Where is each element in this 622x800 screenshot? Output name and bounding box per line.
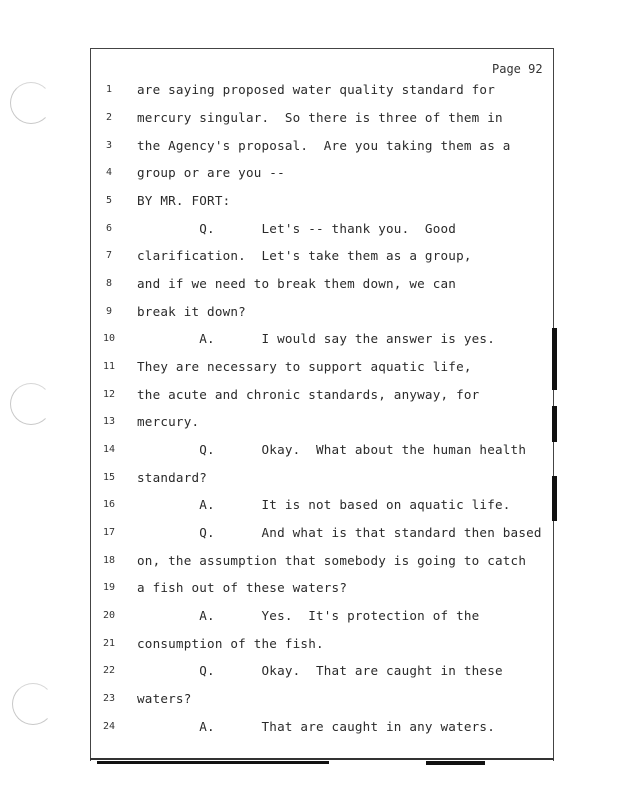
line-number: 5 bbox=[105, 195, 113, 206]
line-number: 9 bbox=[105, 306, 113, 317]
transcript-line bbox=[0, 414, 622, 436]
line-number: 16 bbox=[102, 499, 116, 510]
line-text: BY MR. FORT: bbox=[137, 193, 231, 208]
transcript-line bbox=[0, 138, 622, 160]
line-number: 8 bbox=[105, 278, 113, 289]
line-number: 15 bbox=[102, 472, 116, 483]
transcript-line bbox=[0, 248, 622, 270]
scan-bar-left bbox=[97, 761, 329, 764]
line-number: 17 bbox=[102, 527, 116, 538]
line-text: and if we need to break them down, we can bbox=[137, 276, 457, 291]
line-number: 19 bbox=[102, 582, 116, 593]
line-text: the acute and chronic standards, anyway, for bbox=[137, 387, 480, 402]
line-number: 22 bbox=[102, 665, 116, 676]
line-text: Q. Okay. What about the human health bbox=[137, 442, 527, 457]
transcript-line bbox=[0, 636, 622, 658]
transcript-line bbox=[0, 221, 622, 243]
transcript-line bbox=[0, 719, 622, 741]
transcript-line bbox=[0, 553, 622, 575]
transcript-line bbox=[0, 580, 622, 602]
line-number: 10 bbox=[102, 333, 116, 344]
transcript-line bbox=[0, 470, 622, 492]
transcript-line bbox=[0, 525, 622, 547]
transcript-line bbox=[0, 193, 622, 215]
line-text: A. That are caught in any waters. bbox=[137, 719, 495, 734]
transcript-line bbox=[0, 497, 622, 519]
line-text: A. I would say the answer is yes. bbox=[137, 331, 495, 346]
transcript-line bbox=[0, 165, 622, 187]
transcript-line bbox=[0, 110, 622, 132]
page-number: Page 92 bbox=[492, 62, 543, 76]
transcript-line bbox=[0, 442, 622, 464]
line-number: 20 bbox=[102, 610, 116, 621]
line-text: standard? bbox=[137, 470, 208, 485]
line-text: on, the assumption that somebody is going to catch bbox=[137, 553, 527, 568]
line-text: mercury. bbox=[137, 414, 200, 429]
transcript-line bbox=[0, 663, 622, 685]
transcript-line bbox=[0, 608, 622, 630]
transcript-line bbox=[0, 276, 622, 298]
line-number: 12 bbox=[102, 389, 116, 400]
line-number: 21 bbox=[102, 638, 116, 649]
line-text: Q. Let's -- thank you. Good bbox=[137, 221, 457, 236]
line-text: clarification. Let's take them as a group, bbox=[137, 248, 472, 263]
line-number: 2 bbox=[105, 112, 113, 123]
transcript-line bbox=[0, 304, 622, 326]
line-number: 3 bbox=[105, 140, 113, 151]
line-text: Q. Okay. That are caught in these bbox=[137, 663, 503, 678]
scan-bar-right bbox=[426, 761, 485, 765]
line-text: break it down? bbox=[137, 304, 246, 319]
frame-bottom-border bbox=[90, 758, 554, 760]
line-text: are saying proposed water quality standard for bbox=[137, 82, 495, 97]
line-text: Q. And what is that standard then based bbox=[137, 525, 542, 540]
line-text: mercury singular. So there is three of them in bbox=[137, 110, 503, 125]
line-number: 23 bbox=[102, 693, 116, 704]
transcript-line bbox=[0, 82, 622, 104]
line-number: 14 bbox=[102, 444, 116, 455]
line-text: the Agency's proposal. Are you taking them as a bbox=[137, 138, 511, 153]
line-number: 13 bbox=[102, 416, 116, 427]
transcript-line bbox=[0, 331, 622, 353]
line-text: A. It is not based on aquatic life. bbox=[137, 497, 511, 512]
line-number: 1 bbox=[105, 84, 113, 95]
line-number: 11 bbox=[102, 361, 116, 372]
line-text: waters? bbox=[137, 691, 192, 706]
line-text: group or are you -- bbox=[137, 165, 285, 180]
line-text: a fish out of these waters? bbox=[137, 580, 348, 595]
line-number: 6 bbox=[105, 223, 113, 234]
transcript-line bbox=[0, 359, 622, 381]
line-text: consumption of the fish. bbox=[137, 636, 324, 651]
line-text: A. Yes. It's protection of the bbox=[137, 608, 480, 623]
line-text: They are necessary to support aquatic life, bbox=[137, 359, 472, 374]
transcript-line bbox=[0, 387, 622, 409]
line-number: 24 bbox=[102, 721, 116, 732]
line-number: 4 bbox=[105, 167, 113, 178]
line-number: 18 bbox=[102, 555, 116, 566]
line-number: 7 bbox=[105, 250, 113, 261]
transcript-line bbox=[0, 691, 622, 713]
